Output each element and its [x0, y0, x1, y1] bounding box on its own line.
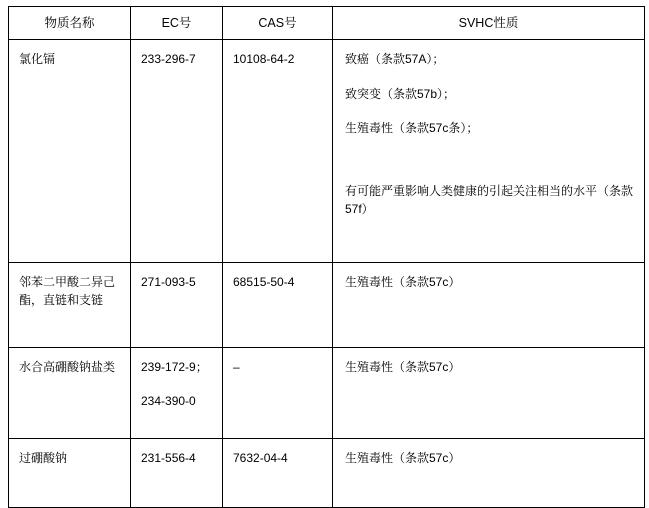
cell-ec-number [131, 263, 223, 348]
table-row [9, 40, 645, 263]
ec-number-line: 239-172-9； [141, 360, 208, 375]
cell-substance-name [9, 439, 131, 508]
cell-ec-number [131, 439, 223, 508]
cell-cas-number [223, 348, 333, 439]
cas-number-line: – [233, 360, 240, 375]
svhc-property-line: 生殖毒性（条款57c） [345, 451, 461, 466]
substance-name-line: 过硼酸钠 [19, 451, 68, 466]
cell-cas-number [223, 40, 333, 263]
table-header-row [9, 7, 645, 40]
svhc-property-line: 致癌（条款57A）； [345, 52, 445, 67]
table-row [9, 348, 645, 439]
cas-number-line: 7632-04-4 [233, 451, 288, 466]
cell-svhc-property [333, 263, 645, 348]
cell-svhc-property [333, 40, 645, 263]
cell-svhc-property [333, 348, 645, 439]
cell-ec-number [131, 40, 223, 263]
substance-name-line: 水合高硼酸钠盐类 [19, 360, 116, 375]
table-body [9, 40, 645, 508]
cell-ec-number [131, 348, 223, 439]
ec-number-line: 233-296-7 [141, 52, 196, 67]
cell-substance-name [9, 40, 131, 263]
svhc-property-line: 生殖毒性（条款57c） [345, 275, 461, 290]
cas-number-line: 68515-50-4 [233, 275, 295, 290]
cell-substance-name [9, 348, 131, 439]
svhc-property-line: 有可能严重影响人类健康的引起关注相当的水平（条款57f） [345, 184, 634, 216]
substance-name-line: 酯，直链和支链 [19, 292, 104, 307]
ec-number-line: 234-390-0 [141, 393, 196, 408]
svhc-property-line: 致突变（条款57b）； [345, 86, 456, 101]
cell-substance-name [9, 263, 131, 348]
table-row [9, 263, 645, 348]
cell-cas-number [223, 439, 333, 508]
svhc-substance-table [8, 6, 645, 508]
table-header [9, 7, 645, 40]
substance-name-line: 氯化镉 [19, 52, 56, 67]
column-header-svhc-property: SVHC性质 [333, 7, 645, 40]
svhc-property-line: 生殖毒性（条款57c条）； [345, 120, 479, 135]
ec-number-line: 271-093-5 [141, 275, 196, 290]
substance-name-line: 邻苯二甲酸二异己 [19, 275, 116, 290]
cas-number-line: 10108-64-2 [233, 52, 295, 67]
cell-cas-number [223, 263, 333, 348]
column-header-substance-name: 物质名称 [9, 7, 131, 40]
svhc-property-line: 生殖毒性（条款57c） [345, 360, 461, 375]
column-header-cas-number: CAS号 [223, 7, 333, 40]
cell-svhc-property [333, 439, 645, 508]
ec-number-line: 231-556-4 [141, 451, 196, 466]
table-row [9, 439, 645, 508]
column-header-ec-number: EC号 [131, 7, 223, 40]
